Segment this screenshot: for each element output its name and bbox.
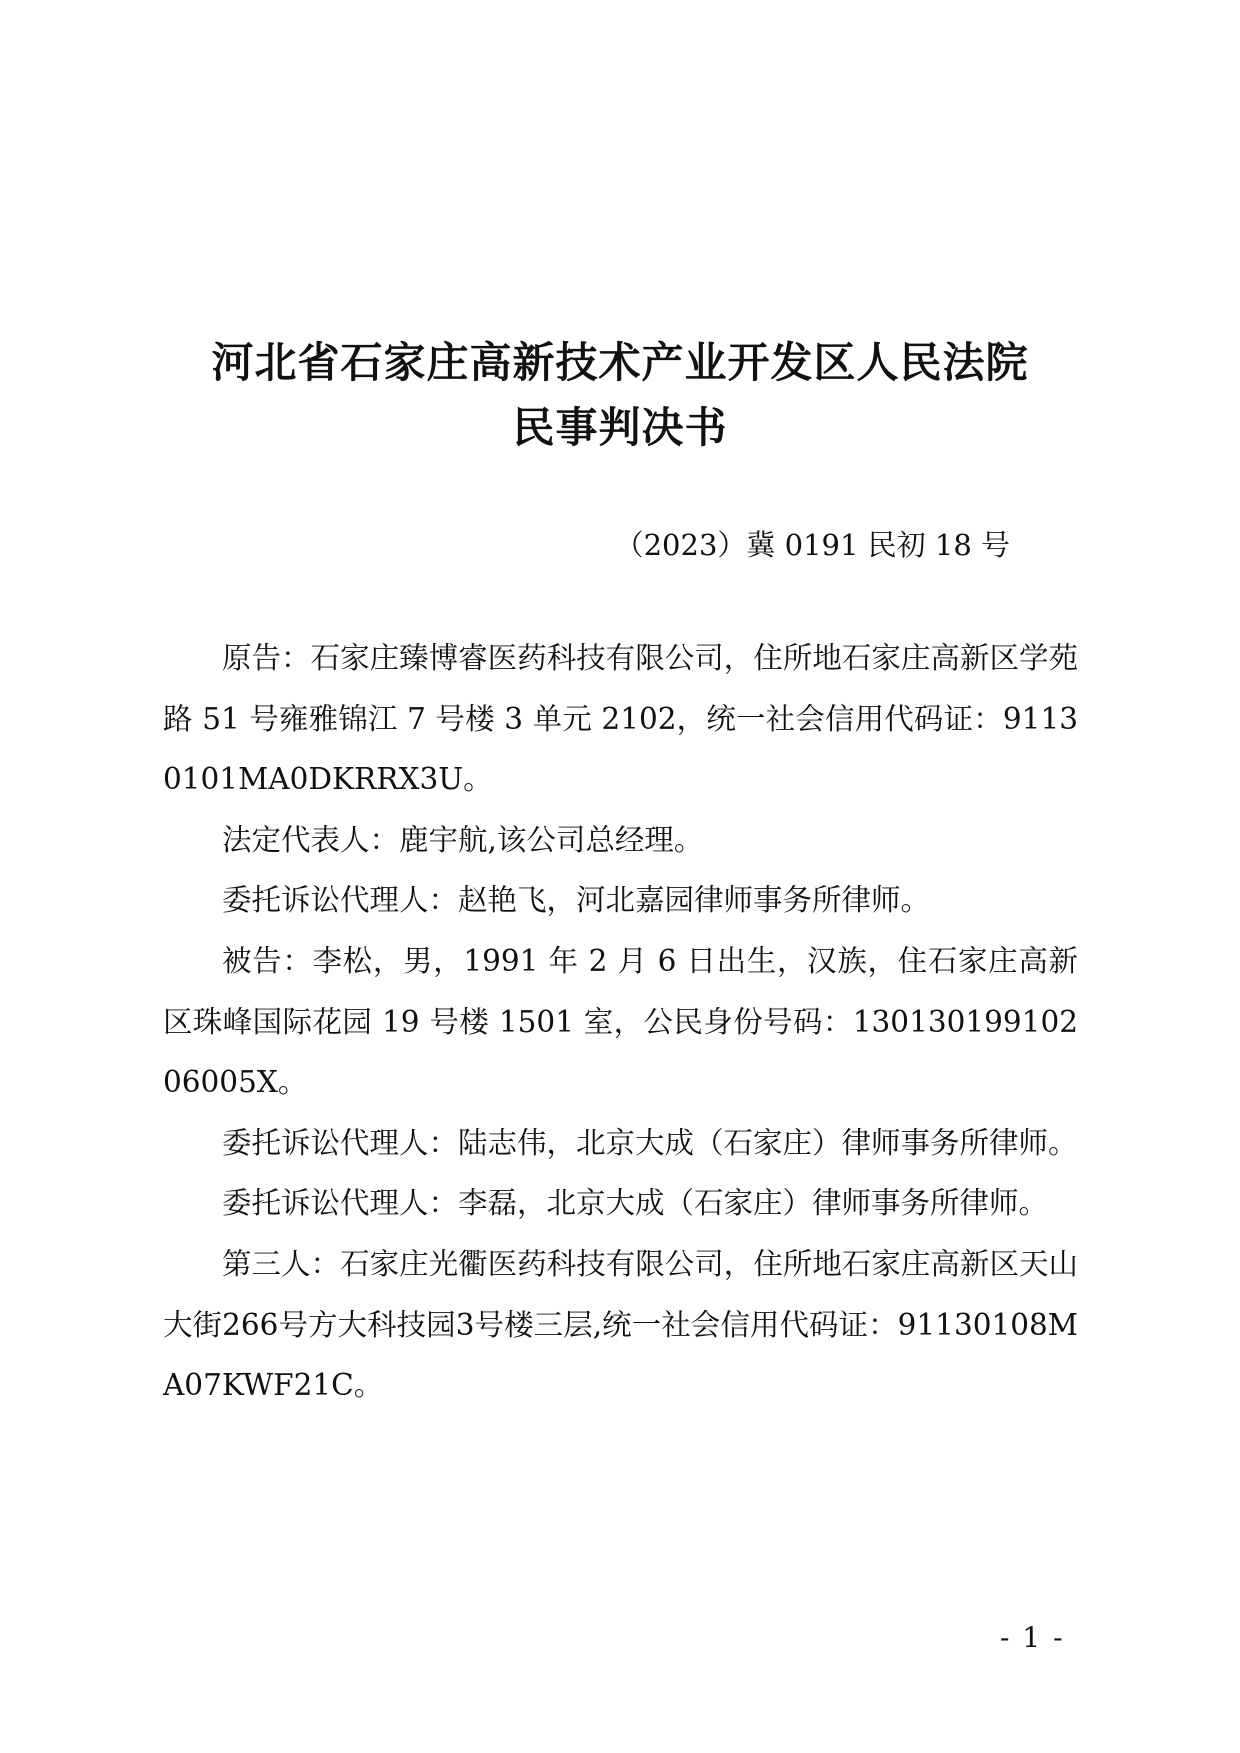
plaintiff-agent-paragraph: 委托诉讼代理人：赵艳飞，河北嘉园律师事务所律师。 (222, 883, 931, 918)
page-number: - 1 - (1000, 1621, 1065, 1654)
defendant-paragraph: 被告：李松，男，1991 年 2 月 6 日出生，汉族，住石家庄高新区珠峰国际花园 19 号楼 1501 室，公民身份号码：13013019910206005X。 (163, 943, 1078, 1100)
court-name-title: 河北省石家庄高新技术产业开发区人民法院 (211, 338, 1029, 387)
defendant-agent-1-paragraph: 委托诉讼代理人：陆志伟，北京大成（石家庄）律师事务所律师。 (222, 1125, 1078, 1160)
plaintiff-paragraph: 原告：石家庄臻博睿医药科技有限公司，住所地石家庄高新区学苑路 51 号雍雅锦江 7 号楼 3 单元 2102，统一社会信用代码证：91130101MA0DKRRX3U。 (163, 641, 1078, 797)
legal-representative-paragraph: 法定代表人：鹿宇航,该公司总经理。 (222, 822, 704, 857)
defendant-agent-2-paragraph: 委托诉讼代理人：李磊，北京大成（石家庄）律师事务所律师。 (222, 1186, 1049, 1221)
case-number: （2023）冀 0191 民初 18 号 (614, 528, 1010, 562)
third-party-paragraph: 第三人：石家庄光衢医药科技有限公司，住所地石家庄高新区天山大街266号方大科技园3号楼三层,统一社会信用代码证：91130108MA07KWF21C。 (163, 1246, 1078, 1403)
document-type-title: 民事判决书 (512, 403, 728, 452)
parties-section (163, 628, 1078, 1416)
